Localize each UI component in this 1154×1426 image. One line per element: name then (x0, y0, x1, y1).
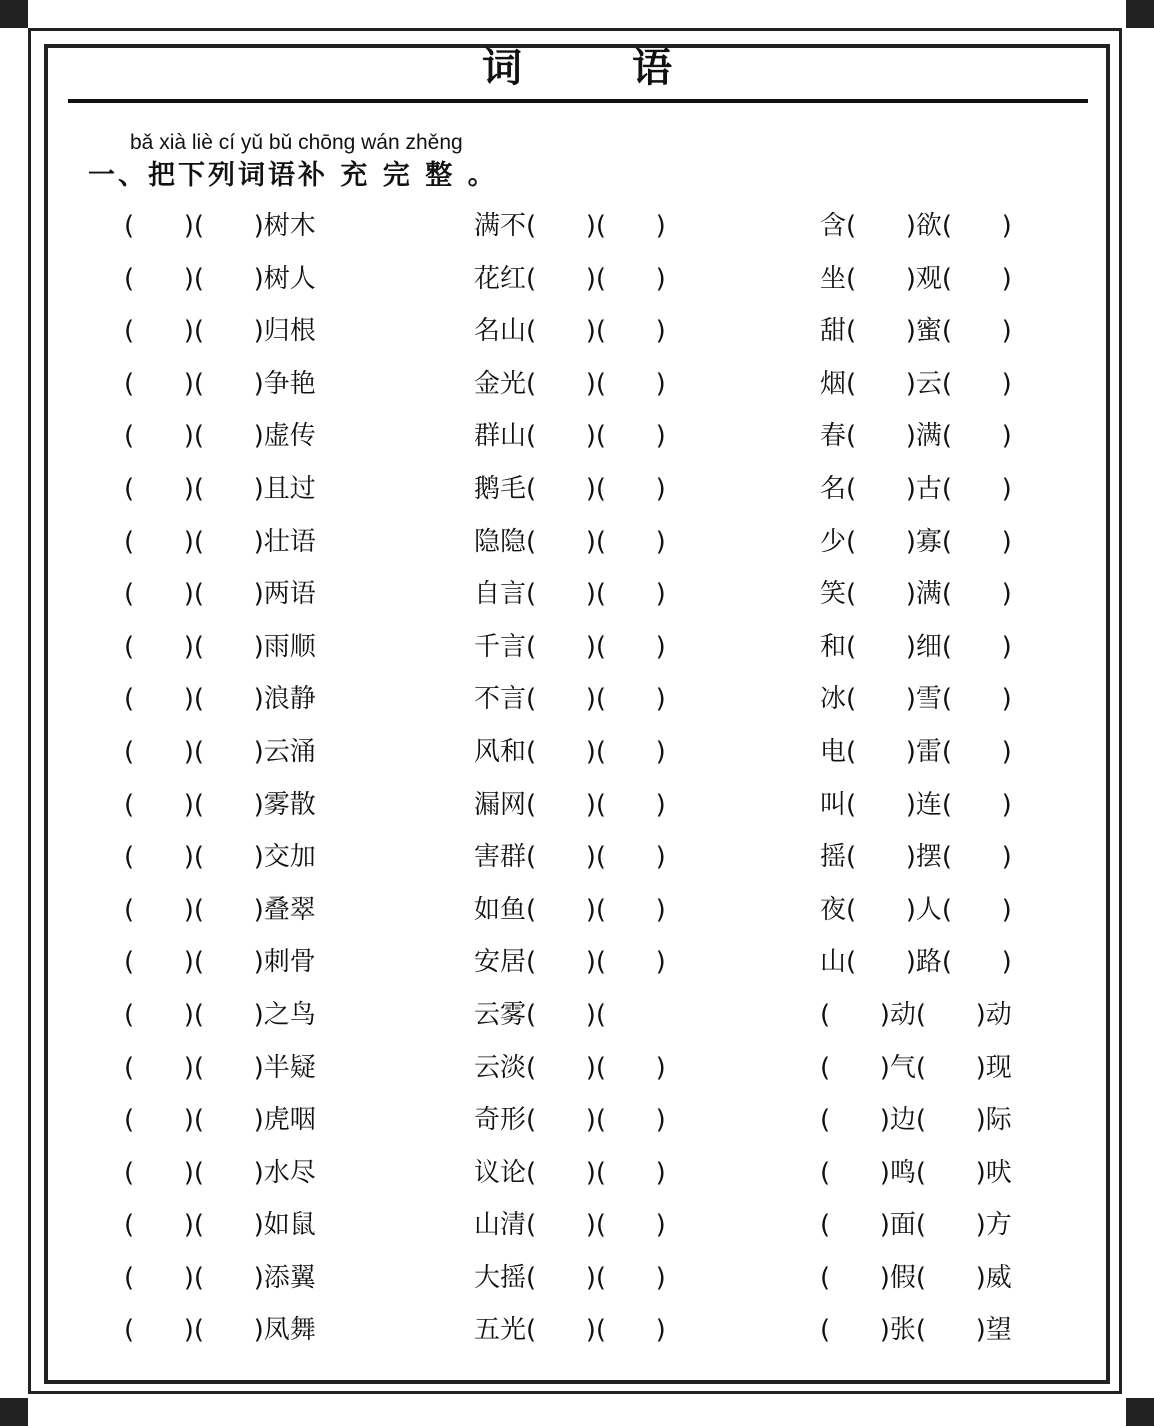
idiom-blank-3[interactable]: 甜( )蜜( ) (820, 316, 1012, 347)
idiom-blank-2[interactable]: 奇形( )( ) (474, 1105, 666, 1136)
section-pinyin: bǎ xià liè cí yǔ bǔ chōng wán zhěng (130, 131, 463, 154)
idiom-blank-1[interactable]: ( )( )交加 (124, 842, 316, 873)
idiom-blank-3[interactable]: 摇( )摆( ) (820, 842, 1012, 873)
idiom-blank-3[interactable]: 烟( )云( ) (820, 368, 1012, 399)
exercise-row (0, 884, 1154, 937)
idiom-blank-3[interactable]: ( )气( )现 (820, 1052, 1012, 1083)
idiom-blank-3[interactable]: 名( )古( ) (820, 473, 1012, 504)
exercise-row (0, 1252, 1154, 1305)
corner-mark-bottom-left (0, 1398, 28, 1426)
idiom-blank-2[interactable]: 满不( )( ) (474, 211, 666, 241)
idiom-blank-2[interactable]: 群山( )( ) (474, 421, 666, 452)
idiom-blank-3[interactable]: 少( )寡( ) (820, 526, 1012, 557)
idiom-blank-2[interactable]: 漏网( )( ) (474, 789, 666, 820)
exercise-row (0, 516, 1154, 569)
idiom-blank-1[interactable]: ( )( )水尽 (124, 1157, 316, 1188)
idiom-blank-3[interactable]: 夜( )人( ) (820, 894, 1012, 925)
corner-mark-bottom-right (1126, 1398, 1154, 1426)
exercise-list (0, 200, 1154, 1357)
idiom-blank-1[interactable]: ( )( )两语 (124, 579, 316, 610)
exercise-row (0, 253, 1154, 306)
idiom-blank-1[interactable]: ( )( )雾散 (124, 789, 316, 820)
idiom-blank-3[interactable]: ( )面( )方 (820, 1210, 1012, 1241)
page-title: 词 语 (482, 45, 720, 91)
exercise-row (0, 1304, 1154, 1357)
idiom-blank-3[interactable]: 电( )雷( ) (820, 736, 1012, 767)
idiom-blank-1[interactable]: ( )( )雨顺 (124, 631, 316, 662)
exercise-row (0, 463, 1154, 516)
exercise-row (0, 831, 1154, 884)
idiom-blank-1[interactable]: ( )( )壮语 (124, 526, 316, 557)
exercise-row (0, 358, 1154, 411)
exercise-row (0, 621, 1154, 674)
idiom-blank-2[interactable]: 云雾( )( (474, 999, 607, 1030)
idiom-blank-2[interactable]: 不言( )( ) (474, 684, 666, 715)
idiom-blank-1[interactable]: ( )( )之鸟 (124, 999, 316, 1030)
exercise-row (0, 410, 1154, 463)
idiom-blank-2[interactable]: 千言( )( ) (474, 631, 666, 662)
idiom-blank-3[interactable]: 含( )欲( ) (820, 211, 1012, 241)
idiom-blank-3[interactable]: 春( )满( ) (820, 421, 1012, 452)
idiom-blank-3[interactable]: ( )假( )威 (820, 1262, 1012, 1293)
idiom-blank-3[interactable]: ( )边( )际 (820, 1105, 1012, 1136)
idiom-blank-3[interactable]: ( )鸣( )吠 (820, 1157, 1012, 1188)
idiom-blank-1[interactable]: ( )( )虎咽 (124, 1105, 316, 1136)
idiom-blank-3[interactable]: 叫( )连( ) (820, 789, 1012, 820)
exercise-row (0, 779, 1154, 832)
idiom-blank-3[interactable]: ( )动( )动 (820, 999, 1012, 1030)
idiom-blank-2[interactable]: 风和( )( ) (474, 736, 666, 767)
idiom-blank-3[interactable]: 冰( )雪( ) (820, 684, 1012, 715)
idiom-blank-1[interactable]: ( )( )叠翠 (124, 894, 316, 925)
exercise-row (0, 936, 1154, 989)
exercise-row (0, 305, 1154, 358)
idiom-blank-1[interactable]: ( )( )争艳 (124, 368, 316, 399)
idiom-blank-2[interactable]: 五光( )( ) (474, 1315, 666, 1346)
idiom-blank-3[interactable]: 山( )路( ) (820, 947, 1012, 978)
idiom-blank-2[interactable]: 如鱼( )( ) (474, 894, 666, 925)
section-heading: 一、把下列词语补 充 完 整 。 (88, 160, 498, 191)
idiom-blank-1[interactable]: ( )( )树木 (124, 211, 316, 241)
idiom-blank-2[interactable]: 鹅毛( )( ) (474, 473, 666, 504)
exercise-row (0, 200, 1154, 253)
exercise-row (0, 989, 1154, 1042)
idiom-blank-1[interactable]: ( )( )云涌 (124, 736, 316, 767)
idiom-blank-2[interactable]: 隐隐( )( ) (474, 526, 666, 557)
exercise-row (0, 673, 1154, 726)
idiom-blank-1[interactable]: ( )( )归根 (124, 316, 316, 347)
exercise-row (0, 568, 1154, 621)
idiom-blank-1[interactable]: ( )( )浪静 (124, 684, 316, 715)
idiom-blank-1[interactable]: ( )( )且过 (124, 473, 316, 504)
idiom-blank-1[interactable]: ( )( )凤舞 (124, 1315, 316, 1346)
idiom-blank-2[interactable]: 安居( )( ) (474, 947, 666, 978)
idiom-blank-2[interactable]: 害群( )( ) (474, 842, 666, 873)
idiom-blank-2[interactable]: 花红( )( ) (474, 263, 666, 294)
idiom-blank-2[interactable]: 自言( )( ) (474, 579, 666, 610)
exercise-row (0, 726, 1154, 779)
exercise-row (0, 1199, 1154, 1252)
idiom-blank-2[interactable]: 山清( )( ) (474, 1210, 666, 1241)
idiom-blank-1[interactable]: ( )( )如鼠 (124, 1210, 316, 1241)
idiom-blank-1[interactable]: ( )( )虚传 (124, 421, 316, 452)
title-divider (68, 99, 1088, 103)
idiom-blank-3[interactable]: 和( )细( ) (820, 631, 1012, 662)
idiom-blank-2[interactable]: 大摇( )( ) (474, 1262, 666, 1293)
idiom-blank-1[interactable]: ( )( )刺骨 (124, 947, 316, 978)
corner-mark-top-right (1126, 0, 1154, 28)
idiom-blank-2[interactable]: 云淡( )( ) (474, 1052, 666, 1083)
idiom-blank-2[interactable]: 名山( )( ) (474, 316, 666, 347)
corner-mark-top-left (0, 0, 28, 28)
idiom-blank-3[interactable]: 笑( )满( ) (820, 579, 1012, 610)
idiom-blank-3[interactable]: 坐( )观( ) (820, 263, 1012, 294)
idiom-blank-1[interactable]: ( )( )半疑 (124, 1052, 316, 1083)
idiom-blank-2[interactable]: 议论( )( ) (474, 1157, 666, 1188)
exercise-row (0, 1147, 1154, 1200)
exercise-row (0, 1094, 1154, 1147)
idiom-blank-1[interactable]: ( )( )树人 (124, 263, 316, 294)
idiom-blank-3[interactable]: ( )张( )望 (820, 1315, 1012, 1346)
idiom-blank-2[interactable]: 金光( )( ) (474, 368, 666, 399)
idiom-blank-1[interactable]: ( )( )添翼 (124, 1262, 316, 1293)
exercise-row (0, 1042, 1154, 1095)
